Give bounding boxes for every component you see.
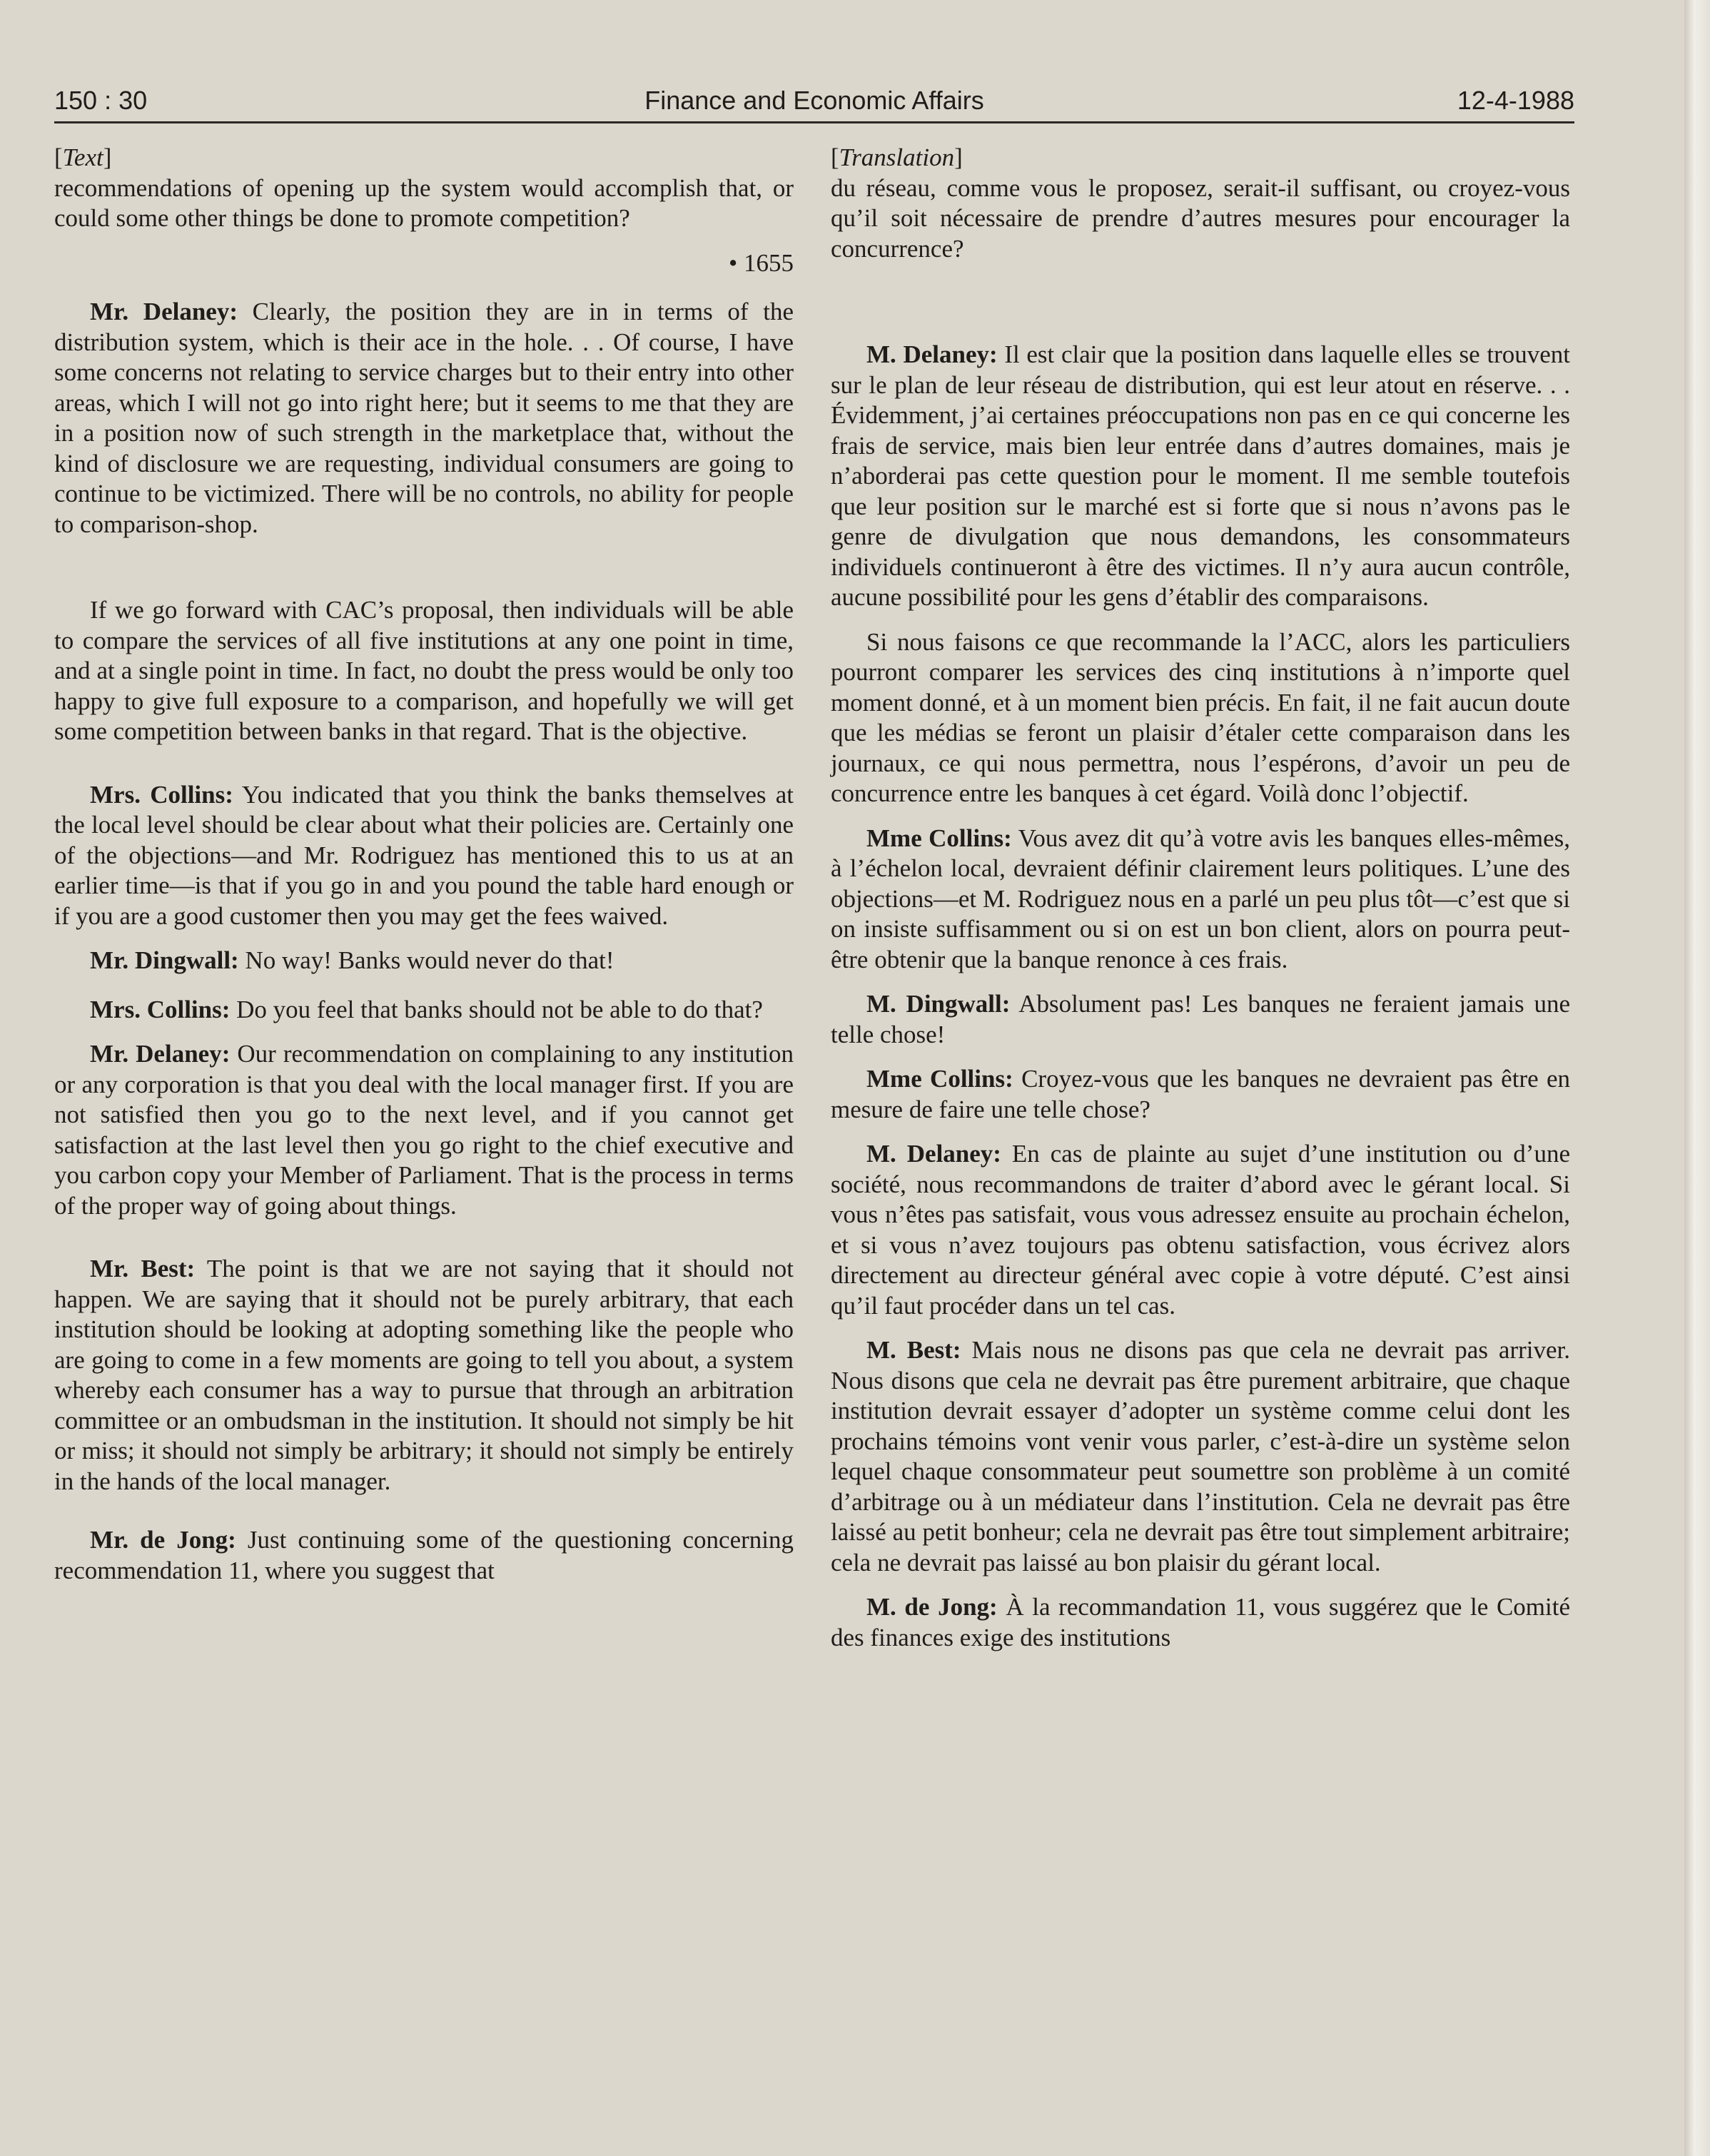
- speech-text: No way! Banks would never do that!: [238, 946, 614, 974]
- speech-text: Vous avez dit qu’à votre avis les banques elles-mêmes, à l’échelon local, devraient définir clairement leurs politiques. L’une des objections—et M. Rodriguez nous en a parlé un peu plus tôt—c’est que si on insiste suffisamment ou si on est un bon client, alors on pourra peut-être obtenir que la banque renonce à ces frais.: [831, 824, 1570, 973]
- paragraph: [831, 989, 1570, 1050]
- column-label-text: [Text]: [54, 143, 112, 171]
- speaker-name: Mr. Delaney:: [90, 1040, 231, 1068]
- speaker-name: Mme Collins:: [866, 824, 1012, 852]
- speaker-name: Mr. Best:: [90, 1255, 196, 1282]
- paragraph: [831, 1592, 1570, 1653]
- speech-text: Absolument pas! Les banques ne feraient jamais une telle chose!: [831, 990, 1570, 1048]
- speech-text: Our recommendation on complaining to any institution or any corporation is that you deal with the local manager first. If you are not satisfied then you go to the next level, and if you cannot get satisfaction at the last level then you go right to the chief executive and you carbon copy your Member of Parliament. That is the process in terms of the proper way of going about things.: [54, 1040, 794, 1220]
- paragraph: [54, 995, 794, 1026]
- paragraph: [831, 1335, 1570, 1578]
- speech-text: Clearly, the position they are in in terms of the distribution system, which is their ace in the hole. . . Of course, I have some concerns not relating to service charges but to their entry into other areas, which I will not go into right here; but it seems to me that they are in a position now of such strength in the marketplace that, without the kind of disclosure we are requesting, individual consumers are going to continue to be victimized. There will be no controls, no ability for people to comparison-shop.: [54, 298, 794, 538]
- page-header: [54, 84, 1574, 123]
- paragraph: [831, 627, 1570, 809]
- english-column: [54, 143, 794, 1600]
- speech-text: Il est clair que la position dans laquelle elles se trouvent sur le plan de leur réseau de distribution, qui est leur atout en réserve. . . Évidemment, j’ai certaines préoccupations non pas en ce qui concerne les frais de service, mais bien leur entrée dans d’autres domaines, mais je n’aborderai pas cette question pour le moment. Il me semble toutefois que leur position sur le marché est si forte que si nous n’avons pas le genre de divulgation que nous demandons, les consommateurs individuels continueront à être des victimes. Il n’y aura aucun contrôle, aucune possibilité pour les gens d’établir des comparaisons.: [831, 340, 1570, 611]
- speaker-name: M. Delaney:: [866, 1140, 1001, 1168]
- speech-text: Do you feel that banks should not be able to do that?: [230, 995, 763, 1023]
- speaker-name: M. Delaney:: [866, 340, 998, 368]
- paragraph: [54, 297, 794, 540]
- speaker-name: M. de Jong:: [866, 1593, 998, 1621]
- paragraph: [54, 1039, 794, 1221]
- header-date: 12-4-1988: [1457, 86, 1574, 115]
- speech-text: Mais nous ne disons pas que cela ne devrait pas arriver. Nous disons que cela ne devrait pas être purement arbitraire, que chaque institution devrait essayer d’adopter un système comme celui dont les prochains témoins vont venir vous parler, c’est-à-dire un système selon lequel chaque consommateur peut soumettre son problème à un comité d’arbitrage ou à un médiateur dans l’institution. Cela ne devrait pas être laissé au petit bonheur; cela ne devrait pas être tout simplement arbitraire; cela ne devrait pas laissé au bon plaisir du gérant local.: [831, 1336, 1570, 1576]
- speech-text: Si nous faisons ce que recommande la l’ACC, alors les particuliers pourront comparer les services des cinq institutions à n’importe quel moment donné, et à un moment bien précis. En fait, il ne fait aucun doute que les médias se feront un plaisir d’étaler cette comparaison dans les journaux, ce qui nous permettra, nous l’espérons, d’avoir un peu de concurrence entre les banques à cet égard. Voilà donc l’objectif.: [831, 627, 1570, 807]
- speaker-name: M. Dingwall:: [866, 990, 1011, 1018]
- speech-text: You indicated that you think the banks themselves at the local level should be clear about what their policies are. Certainly one of the objections—and Mr. Rodriguez has mentioned this to us at an earlier time—is that if you go in and you pound the table hard enough or if you are a good customer then you may get the fees waived.: [54, 780, 794, 930]
- column-label-translation: [Translation]: [831, 143, 963, 171]
- page-edge: [1684, 0, 1710, 2156]
- paragraph: [54, 946, 794, 976]
- intro-paragraph: recommendations of opening up the system would accomplish that, or could some other things be done to promote competition?: [54, 173, 794, 232]
- paragraph: [54, 1525, 794, 1586]
- speaker-name: Mr. de Jong:: [90, 1526, 236, 1554]
- french-column: [831, 143, 1570, 1667]
- speech-text: If we go forward with CAC’s proposal, then individuals will be able to compare the services of all five institutions at any one point in time, and at a single point in time. In fact, no doubt the press would be only too happy to give full exposure to a comparison, and hopefully we will get some competition between banks in that regard. That is the objective.: [54, 596, 794, 745]
- speech-text: Croyez-vous que les banques ne devraient pas être en mesure de faire une telle chose?: [831, 1065, 1570, 1123]
- paragraph: [831, 340, 1570, 613]
- paragraph: [54, 780, 794, 932]
- paragraph: [831, 1139, 1570, 1321]
- paragraph: [831, 1064, 1570, 1125]
- speaker-name: Mr. Delaney:: [90, 298, 238, 325]
- speaker-name: Mrs. Collins:: [90, 995, 231, 1023]
- speaker-name: Mrs. Collins:: [90, 780, 233, 809]
- speaker-name: Mme Collins:: [866, 1065, 1013, 1093]
- intro-paragraph: du réseau, comme vous le proposez, serait-il suffisant, ou croyez-vous qu’il soit nécessaire de prendre d’autres mesures pour encourager la concurrence?: [831, 173, 1570, 263]
- speech-text: The point is that we are not saying that it should not happen. We are saying that it should not be purely arbitrary, that each institution should be looking at adopting something like the people who are going to come in a few moments are going to tell you about, a system whereby each consumer has a way to pursue that through an arbitration committee or an ombudsman in the institution. It should not simply be hit or miss; it should not simply be arbitrary; it should not simply be entirely in the hands of the local manager.: [54, 1255, 794, 1495]
- page-number: 150 : 30: [54, 86, 148, 115]
- timestamp: • 1655: [728, 248, 794, 277]
- speaker-name: Mr. Dingwall:: [90, 946, 239, 974]
- running-title: Finance and Economic Affairs: [644, 86, 984, 115]
- speech-text: Just continuing some of the questioning concerning recommendation 11, where you suggest that: [54, 1526, 794, 1584]
- paragraph: [831, 824, 1570, 976]
- paragraph: [54, 1254, 794, 1497]
- speaker-name: M. Best:: [866, 1336, 961, 1364]
- paragraph: [54, 595, 794, 747]
- speech-text: À la recommandation 11, vous suggérez que le Comité des finances exige des institutions: [831, 1593, 1571, 1651]
- speech-text: En cas de plainte au sujet d’une institution ou d’une société, nous recommandons de traiter d’abord avec le gérant local. Si vous n’êtes pas satisfait, vous vous adressez ensuite au prochain échelon, et si vous n’avez toujours pas obtenu satisfaction, vous écrivez alors directement au directeur général avec copie à votre député. C’est ainsi qu’il faut procéder dans un tel cas.: [831, 1140, 1570, 1320]
